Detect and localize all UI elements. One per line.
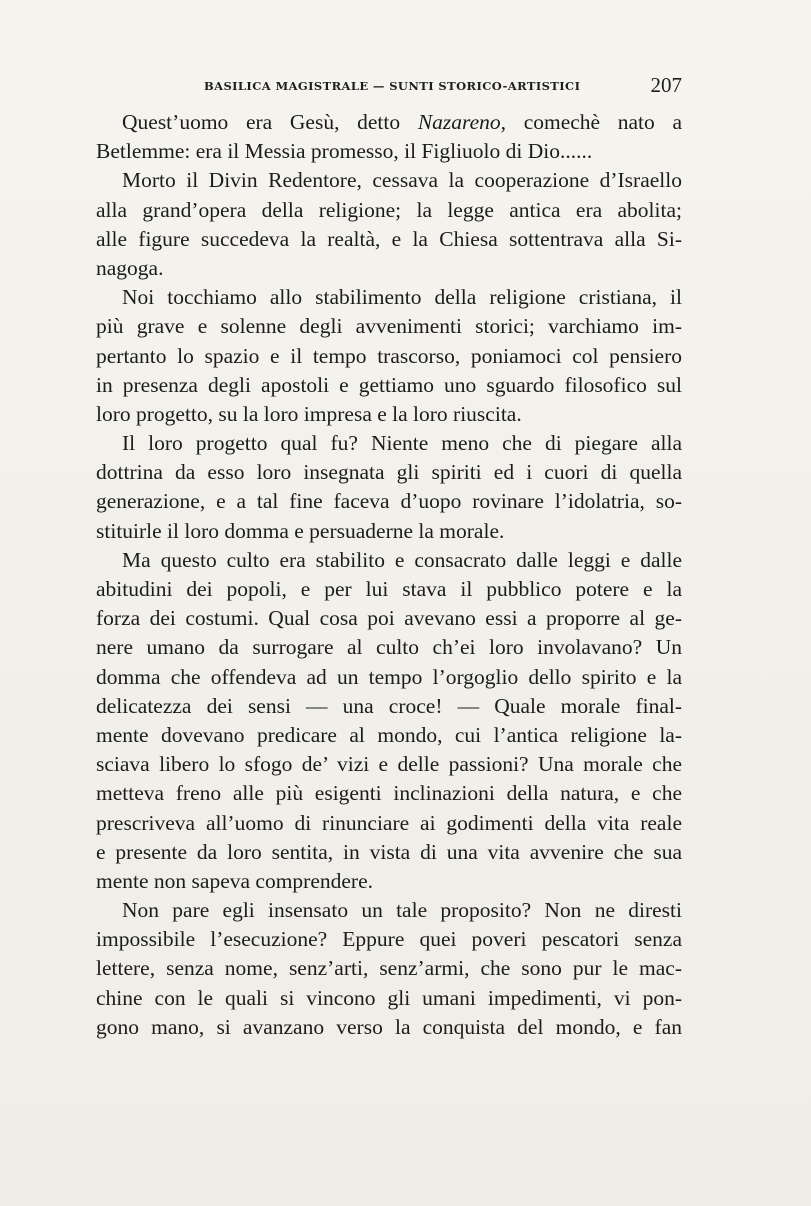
text-line: lettere, senza nome, senz’arti, senz’armi, che sono pur le mac- — [96, 956, 682, 981]
page-number: 207 — [650, 73, 682, 97]
text-line: Ma questo culto era stabilito e consacrato dalle leggi e dalle — [122, 547, 682, 572]
text-line: mente dovevano predicare al mondo, cui l’antica religione la- — [96, 722, 682, 747]
text-line: dottrina da esso loro insegnata gli spiriti ed i cuori di quella — [96, 460, 682, 485]
text-line: nere umano da surrogare al culto ch’ei loro involavano? Un — [96, 635, 682, 660]
text-line: alle figure succedeva la realtà, e la Chiesa sottentrava alla Si- — [96, 226, 682, 251]
text-line: mente non sapeva comprendere. — [96, 868, 373, 893]
text-line: Quest’uomo era Gesù, detto Nazareno, comechè nato a — [122, 110, 682, 134]
text-line: Morto il Divin Redentore, cessava la cooperazione d’Israello — [122, 168, 682, 193]
text-line: Non pare egli insensato un tale proposito? Non ne diresti — [122, 898, 682, 923]
text-line: gono mano, si avanzano verso la conquista del mondo, e fan — [96, 1014, 682, 1039]
text-line: abitudini dei popoli, e per lui stava il pubblico potere e la — [96, 577, 682, 601]
body-text — [96, 108, 682, 1042]
text-line: più grave e solenne degli avvenimenti storici; varchiamo im- — [96, 314, 682, 339]
running-head: BASILICA MAGISTRALE — SUNTI STORICO-ARTISTICI — [204, 79, 581, 93]
text-line: loro progetto, su la loro impresa e la loro riuscita. — [96, 401, 522, 426]
page-header — [96, 70, 682, 96]
text-line: pertanto lo spazio e il tempo trascorso, poniamoci col pensiero — [96, 343, 682, 368]
text-line: generazione, e a tal fine faceva d’uopo rovinare l’idolatria, so- — [96, 489, 682, 514]
text-line: chine con le quali si vincono gli umani impedimenti, vi pon- — [96, 985, 682, 1010]
text-line: nagoga. — [96, 255, 164, 280]
text-line: alla grand’opera della religione; la legge antica era abolita; — [96, 197, 682, 222]
text-line: domma che offendeva ad un tempo l’orgoglio dello spirito e la — [96, 664, 682, 689]
text-line: impossibile l’esecuzione? Eppure quei poveri pescatori senza — [96, 927, 682, 952]
text-line: metteva freno alle più esigenti inclinazioni della natura, e che — [96, 781, 682, 806]
text-line: prescriveva all’uomo di rinunciare ai godimenti della vita reale — [96, 810, 682, 835]
italic-word: Nazareno — [417, 110, 501, 134]
text-line: stituirle il loro domma e persuaderne la morale. — [96, 518, 505, 543]
text-line: Il loro progetto qual fu? Niente meno che di piegare alla — [122, 431, 682, 456]
text-line: e presente da loro sentita, in vista di una vita avvenire che sua — [96, 839, 682, 864]
text-line: delicatezza dei sensi — una croce! — Quale morale final- — [96, 693, 682, 718]
text-line: forza dei costumi. Qual cosa poi avevano essi a proporre al ge- — [96, 606, 682, 631]
text-line: in presenza degli apostoli e gettiamo uno sguardo filosofico sul — [96, 372, 682, 397]
text-line: Betlemme: era il Messia promesso, il Figliuolo di Dio...... — [96, 139, 593, 164]
text-line: sciava libero lo sfogo de’ vizi e delle passioni? Una morale che — [96, 752, 682, 777]
text-line: Noi tocchiamo allo stabilimento della religione cristiana, il — [122, 285, 682, 310]
